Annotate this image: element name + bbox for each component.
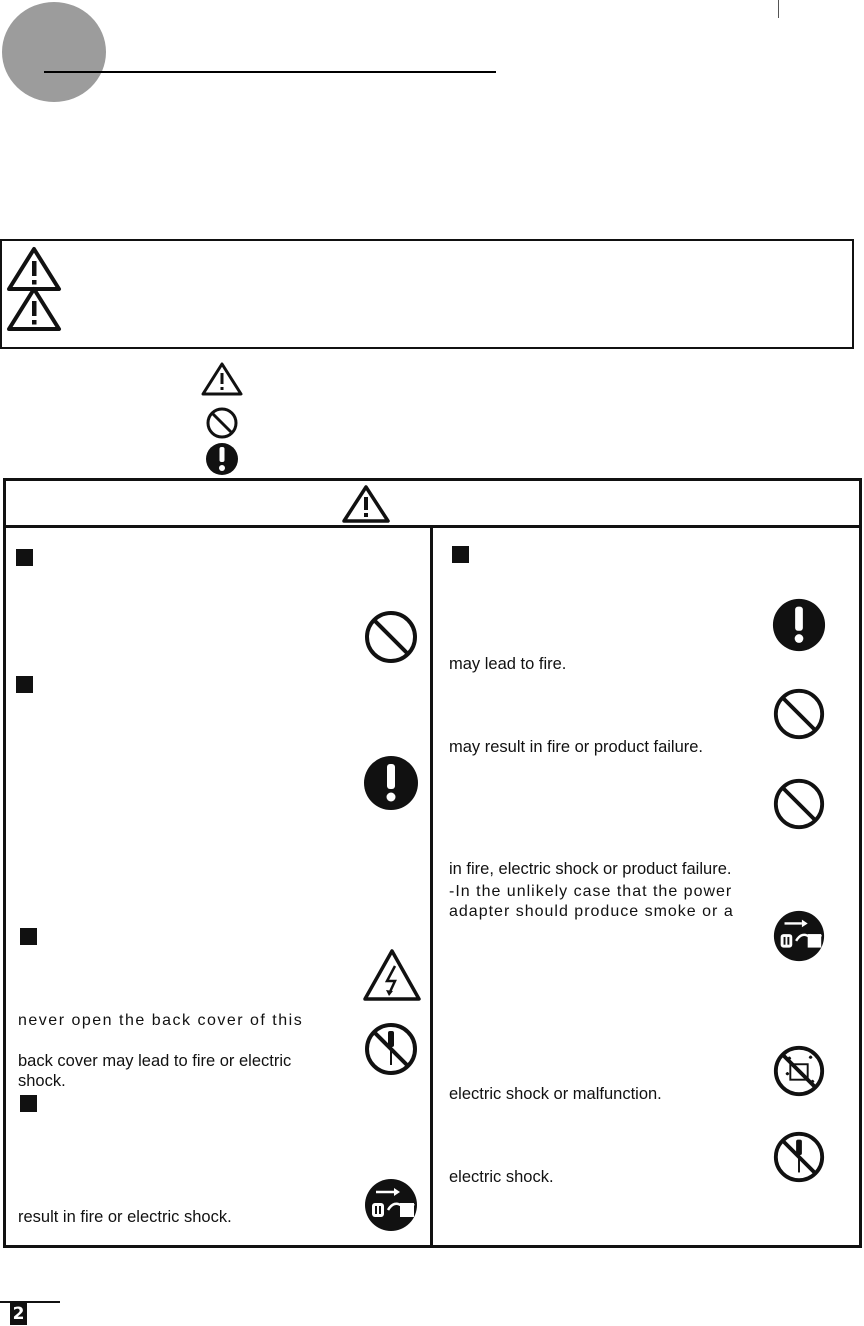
no-disassembly-icon <box>362 1020 420 1078</box>
bullet-marker <box>16 676 33 693</box>
no-disassembly-icon <box>771 1129 827 1185</box>
high-voltage-icon <box>362 948 422 1002</box>
body-text: may lead to fire. <box>449 655 567 673</box>
body-text: may result in fire or product failure. <box>449 738 704 756</box>
body-text: back cover may lead to fire or electric <box>18 1052 292 1070</box>
title-underline <box>44 71 496 73</box>
prohibited-icon <box>362 608 420 666</box>
body-text: result in fire or electric shock. <box>18 1208 232 1226</box>
bullet-marker <box>20 1095 37 1112</box>
crop-mark <box>778 0 779 18</box>
unplug-icon <box>362 1177 420 1233</box>
body-text: electric shock. <box>449 1168 554 1186</box>
body-text: -In the unlikely case that the power <box>449 883 733 900</box>
body-text: shock. <box>18 1072 66 1090</box>
bullet-marker <box>16 549 33 566</box>
body-text: electric shock or malfunction. <box>449 1085 662 1103</box>
warning-triangle-icon <box>6 286 62 332</box>
footer-rule <box>0 1301 60 1303</box>
column-divider <box>430 527 433 1247</box>
no-water-icon <box>771 1043 827 1099</box>
unplug-icon <box>771 908 827 964</box>
body-text: in fire, electric shock or product failure. <box>449 860 732 878</box>
mandatory-exclamation-icon <box>200 441 244 477</box>
bullet-marker <box>452 546 469 563</box>
warning-definition-box <box>0 239 854 349</box>
body-text: never open the back cover of this <box>18 1012 304 1029</box>
caution-triangle-icon <box>200 361 244 397</box>
section-badge <box>2 2 106 102</box>
page-number: 2 <box>10 1303 27 1325</box>
mandatory-exclamation-icon <box>771 597 827 653</box>
warning-triangle-icon <box>340 484 392 524</box>
bullet-marker <box>20 928 37 945</box>
prohibited-icon <box>771 776 827 832</box>
prohibited-icon <box>200 405 244 441</box>
body-text: adapter should produce smoke or a <box>449 903 734 920</box>
mandatory-exclamation-icon <box>362 754 420 812</box>
prohibited-icon <box>771 686 827 742</box>
